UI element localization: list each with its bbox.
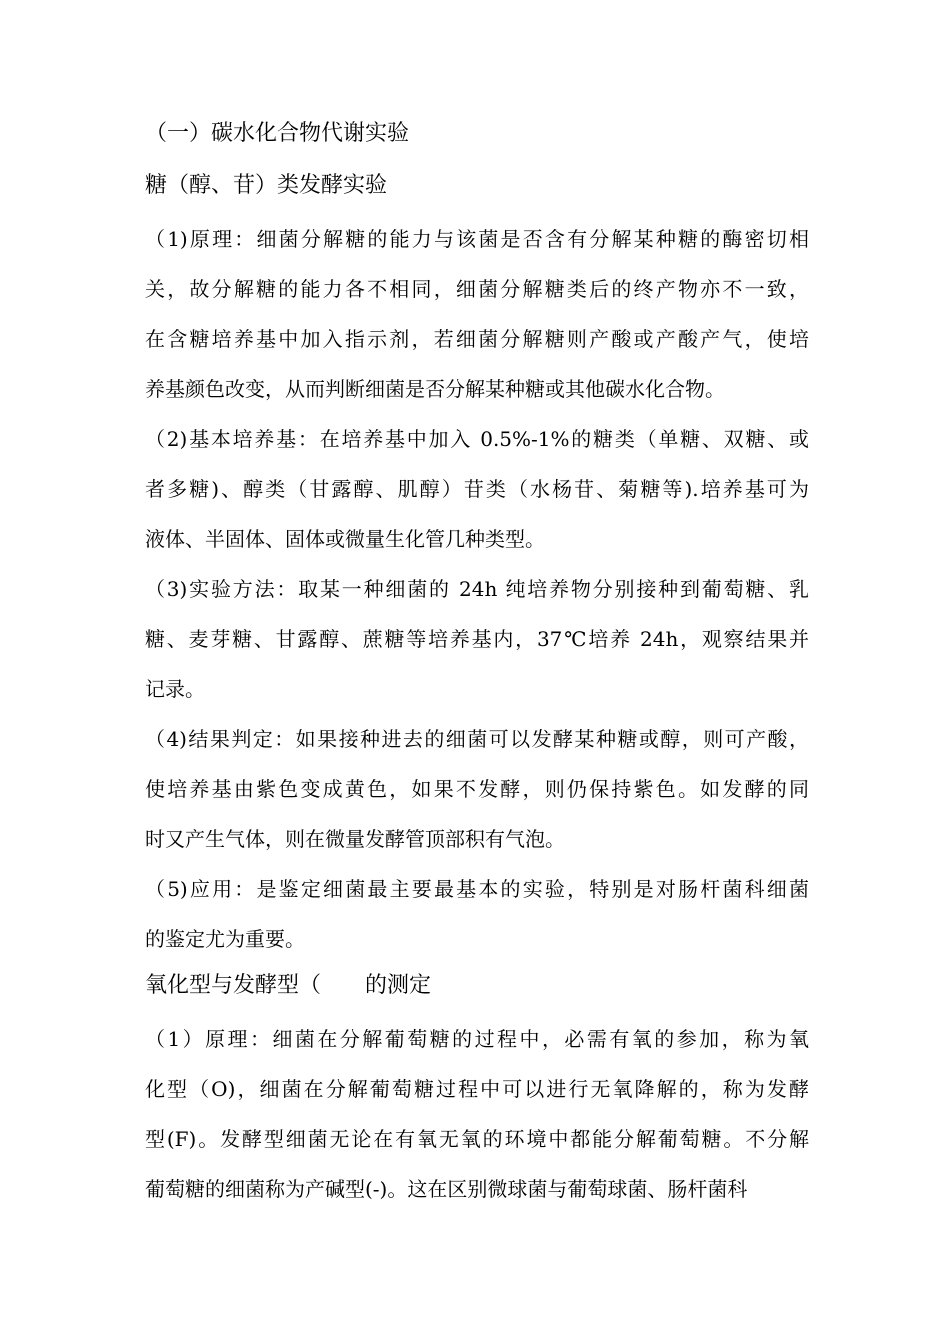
section-heading-carbohydrate-metabolism: （一）碳水化合物代谢实验 [145,121,410,146]
text-line: （3)实验方法：取某一种细菌的 24h 纯培养物分别接种到葡萄糖、乳 [145,577,809,601]
oxidation-fermentation-paragraph-1 [145,1014,809,1214]
text-line: （2)基本培养基：在培养基中加入 0.5%-1%的糖类（单糖、双糖、或 [145,427,809,451]
text-line: （5)应用：是鉴定细菌最主要最基本的实验，特别是对肠杆菌科细菌 [145,877,809,901]
text-line: 养基颜色改变，从而判断细菌是否分解某种糖或其他碳水化合物。 [145,377,725,401]
text-line: 液体、半固体、固体或微量生化管几种类型。 [145,527,545,551]
sugar-fermentation-paragraph-3 [145,564,809,714]
sugar-fermentation-paragraph-1 [145,214,809,414]
text-line: （1）原理：细菌在分解葡萄糖的过程中，必需有氧的参加，称为氧 [145,1027,809,1051]
text-line: 记录。 [145,677,205,701]
sugar-fermentation-paragraph-5 [145,864,809,964]
text-line: 时又产生气体，则在微量发酵管顶部积有气泡。 [145,827,565,851]
text-line: 在含糖培养基中加入指示剂，若细菌分解糖则产酸或产酸产气，使培 [145,327,809,351]
text-line: 的鉴定尤为重要。 [145,927,305,951]
text-line: 化型（O)，细菌在分解葡萄糖过程中可以进行无氧降解的，称为发酵 [145,1077,809,1101]
text-line: 型(F)。发酵型细菌无论在有氧无氧的环境中都能分解葡萄糖。不分解 [145,1127,809,1151]
text-line: （1)原理：细菌分解糖的能力与该菌是否含有分解某种糖的酶密切相 [145,227,809,251]
sugar-fermentation-paragraph-4 [145,714,809,864]
text-line: 关，故分解糖的能力各不相同，细菌分解糖类后的终产物亦不一致， [145,277,809,301]
text-line: 糖、麦芽糖、甘露醇、蔗糖等培养基内，37℃培养 24h，观察结果并 [145,627,809,651]
subsection-heading-sugar-fermentation: 糖（醇、苷）类发酵实验 [145,173,388,198]
document-body [145,112,809,1214]
text-line: 使培养基由紫色变成黄色，如果不发酵，则仍保持紫色。如发酵的同 [145,777,809,801]
subsection-heading-oxidation-fermentation: 氧化型与发酵型（ 的测定 [145,973,432,998]
text-line: 葡萄糖的细菌称为产碱型(-)。这在区别微球菌与葡萄球菌、肠杆菌科 [145,1177,748,1201]
sugar-fermentation-paragraph-2 [145,414,809,564]
text-line: （4)结果判定：如果接种进去的细菌可以发酵某种糖或醇，则可产酸， [145,727,809,751]
text-line: 者多糖)、醇类（甘露醇、肌醇）苷类（水杨苷、菊糖等).培养基可为 [145,477,809,501]
